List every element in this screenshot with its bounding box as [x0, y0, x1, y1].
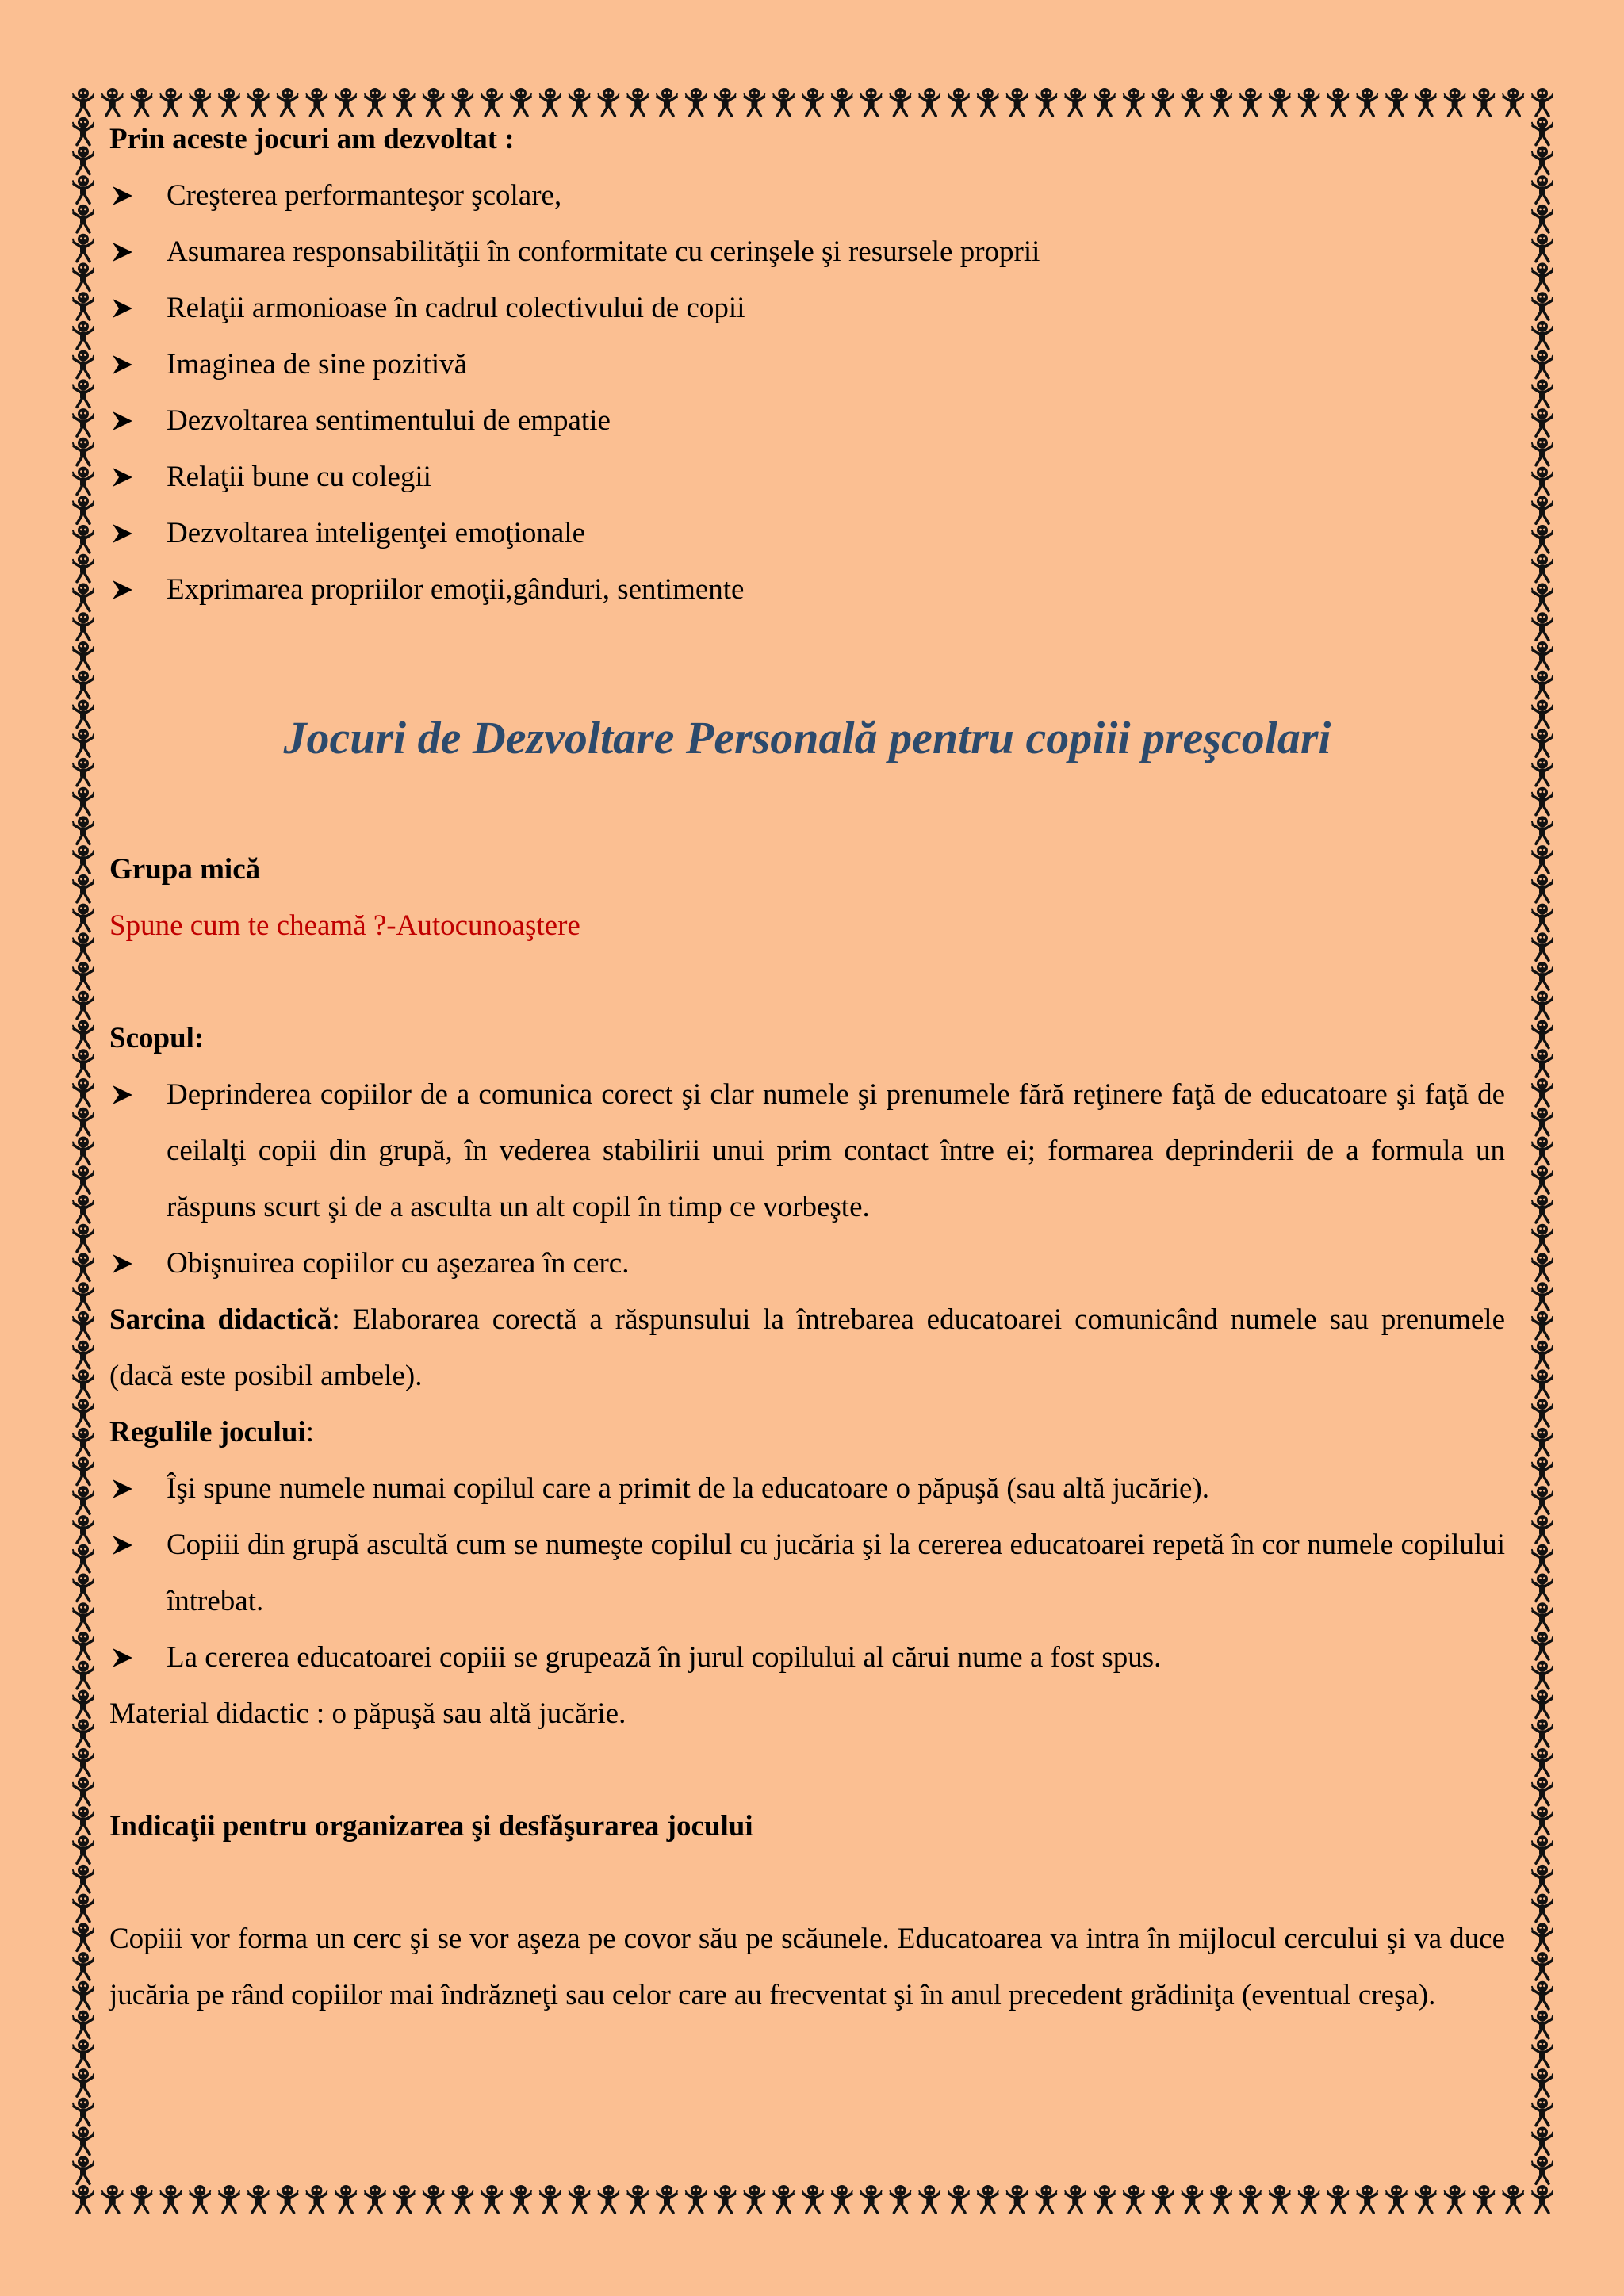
- list-item: Dezvoltarea sentimentului de empatie: [109, 392, 1505, 449]
- task-paragraph: [109, 1292, 1505, 1404]
- list-item: Copiii din grupă ascultă cum se numeşte copilul cu jucăria şi la cererea educatoarei repetă în cor numele copilului întrebat.: [109, 1517, 1505, 1629]
- arrowhead-bullet-icon: [111, 186, 133, 206]
- rules-list: [109, 1460, 1505, 1686]
- arrowhead-bullet-icon: [111, 1535, 133, 1556]
- list-item: Exprimarea propriilor emoţii,gânduri, sentimente: [109, 561, 1505, 618]
- intro-title: Prin aceste jocuri am dezvoltat :: [109, 123, 515, 155]
- arrowhead-bullet-icon: [111, 354, 133, 375]
- group-label: Grupa mică: [109, 853, 261, 886]
- list-item: Relaţii armonioase în cadrul colectivului de copii: [109, 280, 1505, 336]
- arrowhead-bullet-icon: [111, 523, 133, 544]
- arrowhead-bullet-icon: [111, 1253, 133, 1274]
- list-item: Asumarea responsabilităţii în conformitate cu cerinşele şi resursele proprii: [109, 224, 1505, 280]
- list-item: Îşi spune numele numai copilul care a primit de la educatoare o păpuşă (sau altă jucărie).: [109, 1460, 1505, 1517]
- list-item: Deprinderea copiilor de a comunica corect şi clar numele şi prenumele fără reţinere faţă de educatoare şi faţă de ceilalţi copii din grupă, în vederea stabilirii unui prim contact între ei; formarea deprinderii de a formula un răspuns scurt şi de a asculta un alt copil în timp ce vorbeşte.: [109, 1066, 1505, 1235]
- arrowhead-bullet-icon: [111, 467, 133, 488]
- list-item: Imaginea de sine pozitivă: [109, 336, 1505, 392]
- rules-heading: Regulile jocului:: [109, 1416, 314, 1448]
- list-item: La cererea educatoarei copiii se grupează în jurul copilului al cărui nume a fost spus.: [109, 1629, 1505, 1686]
- arrowhead-bullet-icon: [111, 411, 133, 431]
- indications-title: Indicaţii pentru organizarea şi desfăşurarea jocului: [109, 1810, 753, 1843]
- task-text: : Elaborarea corectă a răspunsului la întrebarea educatoarei comunicând numele sau prenumele (dacă este posibil ambele).: [109, 1303, 1505, 1392]
- list-item: Relaţii bune cu colegii: [109, 449, 1505, 505]
- list-item: Creşterea performanteşor şcolare,: [109, 167, 1505, 224]
- intro-list: [109, 167, 1505, 618]
- arrowhead-bullet-icon: [111, 1085, 133, 1105]
- page-heading: Jocuri de Dezvoltare Personală pentru copiii preşcolari: [283, 712, 1331, 763]
- list-item: Obişnuirea copiilor cu aşezarea în cerc.: [109, 1235, 1505, 1292]
- arrowhead-bullet-icon: [111, 298, 133, 319]
- document-page: [109, 111, 1505, 2023]
- material-line: Material didactic : o păpuşă sau altă jucărie.: [109, 1697, 626, 1730]
- task-label: Sarcina didactică: [109, 1303, 332, 1336]
- rules-label: Regulile jocului: [109, 1416, 306, 1448]
- list-item: Dezvoltarea inteligenţei emoţionale: [109, 505, 1505, 561]
- scope-list: [109, 1066, 1505, 1292]
- arrowhead-bullet-icon: [111, 1647, 133, 1668]
- arrowhead-bullet-icon: [111, 1479, 133, 1499]
- arrowhead-bullet-icon: [111, 242, 133, 262]
- arrowhead-bullet-icon: [111, 580, 133, 600]
- indications-text: Copiii vor forma un cerc şi se vor aşeza pe covor său pe scăunele. Educatoarea va intra în mijlocul cercului şi va duce jucăria pe rând copiilor mai îndrăzneţi sau celor care au frecventat şi în anul precedent grădiniţa (eventual creşa).: [109, 1923, 1505, 2011]
- game-title: Spune cum te cheamă ?-Autocunoaştere: [109, 909, 580, 942]
- scope-label: Scopul:: [109, 1022, 205, 1054]
